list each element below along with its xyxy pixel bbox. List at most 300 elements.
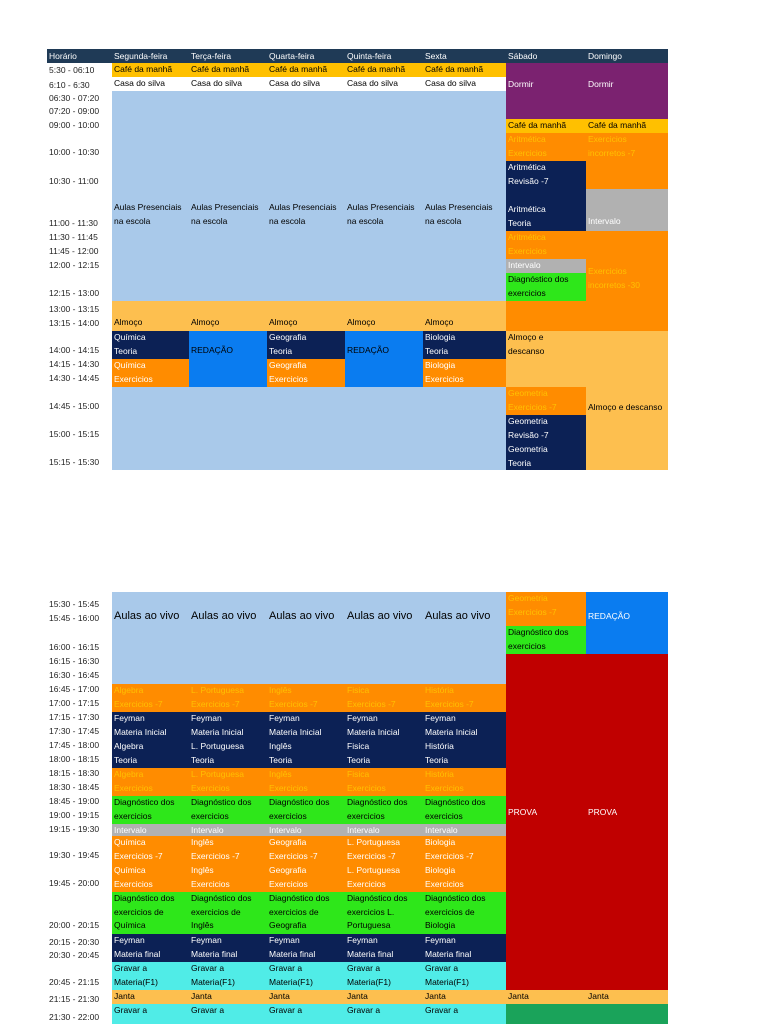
record-cell xyxy=(423,1004,506,1024)
cell-text: Gravar a xyxy=(425,963,459,973)
cell-text: Janta xyxy=(347,991,368,1001)
cell-text: exercicios de xyxy=(114,906,164,917)
cell-text: Exercicios xyxy=(425,373,464,384)
cell-text: Diagnóstico dos xyxy=(425,797,486,807)
cell-text: Exercicios -7 xyxy=(347,850,396,861)
geography-theory-cell xyxy=(267,331,345,359)
cell-text: Exercicios xyxy=(588,134,627,144)
cell-text: Casa do silva xyxy=(191,78,243,88)
cell-text: Diagnóstico dos xyxy=(347,797,408,807)
subject-exercises-cell xyxy=(189,836,267,864)
sleep-cell xyxy=(506,63,586,119)
diagnostic-cell xyxy=(423,796,506,824)
cell-text: Almoço xyxy=(347,317,376,327)
subject-theory-cell xyxy=(267,740,345,768)
cell-text: Materia(F1) xyxy=(425,976,469,987)
column-header: Sexta xyxy=(425,51,447,61)
lunch-cell xyxy=(423,301,506,331)
cell-text: Portuguesa xyxy=(347,920,391,931)
breakfast-cell xyxy=(189,63,267,77)
time-slot-label: 20:45 - 21:15 xyxy=(49,977,100,987)
arithmetic-exercises-cell xyxy=(506,231,586,259)
subject-exercises-cell xyxy=(345,684,423,712)
column-header: Sábado xyxy=(508,51,538,61)
cell-text: Geometria xyxy=(508,593,548,603)
cell-text: Exercicios xyxy=(425,878,464,889)
cell-text: Inglês xyxy=(269,769,292,779)
breakfast-cell xyxy=(112,63,189,77)
school-classes-cell xyxy=(423,91,506,301)
cell-text: Materia Inicial xyxy=(269,726,322,737)
cell-text: Diagnóstico dos xyxy=(114,797,175,807)
cell-text: Gravar a xyxy=(269,1005,303,1015)
cell-text: Biologia xyxy=(425,332,456,342)
cell-text: Geometria xyxy=(508,416,548,426)
column-header: Horário xyxy=(49,51,77,61)
cell-text: Janta xyxy=(425,991,446,1001)
live-classes-cell xyxy=(423,592,506,684)
subject-theory-cell xyxy=(112,740,189,768)
cell-text: Exercicios xyxy=(114,878,153,889)
time-slot-label: 10:00 - 10:30 xyxy=(49,147,100,157)
cell-text: Geometria xyxy=(508,444,548,454)
orange-filler xyxy=(506,301,586,331)
breakfast-cell xyxy=(345,63,423,77)
dinner-cell xyxy=(423,990,506,1004)
subject-exercises-cell xyxy=(112,864,189,892)
cell-text: Gravar a xyxy=(191,1005,225,1015)
cell-text: Exercicios xyxy=(269,878,308,889)
cell-text: Aulas ao vivo xyxy=(114,610,180,622)
time-slot-label: 06:30 - 07:20 xyxy=(49,93,100,103)
cell-text: Café da manhã xyxy=(191,64,250,74)
school-classes-cell xyxy=(345,91,423,301)
diagnostic-cell xyxy=(345,796,423,824)
cell-text: Diagnóstico dos xyxy=(425,893,486,903)
cell-text: Diagnóstico dos xyxy=(269,893,330,903)
cell-text: L. Portuguesa xyxy=(347,837,400,847)
subject-exercises-cell xyxy=(345,768,423,796)
time-slot-label: 6:10 - 6:30 xyxy=(49,80,90,90)
cell-text: Feyman xyxy=(425,713,456,723)
cell-text: REDAÇÃO xyxy=(588,611,631,621)
cell-text: Algebra xyxy=(114,685,144,695)
subject-theory-cell xyxy=(189,740,267,768)
subject-exercises-cell xyxy=(112,836,189,864)
subject-exercises-cell xyxy=(423,864,506,892)
cell-text: Fisica xyxy=(347,741,370,751)
subject-exercises-cell xyxy=(423,684,506,712)
cell-text: Exercicios -7 xyxy=(508,606,557,617)
cell-text: Exercicios xyxy=(191,878,230,889)
cell-text: exercicios de xyxy=(425,906,475,917)
cell-text: Materia final xyxy=(191,948,238,959)
cell-text: Teoria xyxy=(114,754,138,765)
cell-text: Materia(F1) xyxy=(347,976,391,987)
feyman-initial-cell xyxy=(267,712,345,740)
cell-text: Química xyxy=(114,360,146,370)
cell-text: Teoria xyxy=(269,754,293,765)
diagnostic-cell xyxy=(112,796,189,824)
subject-exercises-cell xyxy=(189,768,267,796)
cell-text: exercicios xyxy=(191,810,229,821)
casa-cell xyxy=(112,77,189,91)
cell-text: Casa do silva xyxy=(114,78,166,88)
cell-text: Exercicios xyxy=(191,782,230,793)
cell-text: Revisão -7 xyxy=(508,429,549,440)
cell-text: Feyman xyxy=(191,713,222,723)
cell-text: Aulas Presenciais xyxy=(269,202,337,212)
cell-text: Geometria xyxy=(508,388,548,398)
cell-text: na escola xyxy=(347,215,384,226)
time-slot-label: 14:30 - 14:45 xyxy=(49,373,100,383)
diagnostic-cell xyxy=(267,796,345,824)
time-slot-label: 07:20 - 09:00 xyxy=(49,106,100,116)
cell-text: Gravar a xyxy=(114,963,148,973)
cell-text: Exercicios xyxy=(508,245,547,256)
time-slot-label: 19:15 - 19:30 xyxy=(49,824,100,834)
breakfast-cell xyxy=(506,119,586,133)
cell-text: Exercicios xyxy=(347,878,386,889)
diagnostic-cell xyxy=(423,892,506,934)
cell-text: Geografia xyxy=(269,837,307,847)
cell-text: Dormir xyxy=(508,79,534,89)
cell-text: na escola xyxy=(191,215,228,226)
dinner-cell xyxy=(267,990,345,1004)
cell-text: Intervalo xyxy=(114,825,147,835)
cell-text: Teoria xyxy=(269,345,293,356)
geography-exercises-cell xyxy=(267,359,345,387)
free-block xyxy=(112,387,189,470)
chemistry-exercises-cell xyxy=(112,359,189,387)
time-slot-label: 14:45 - 15:00 xyxy=(49,401,100,411)
time-slot-label: 18:00 - 18:15 xyxy=(49,754,100,764)
breakfast-cell xyxy=(423,63,506,77)
cell-text: PROVA xyxy=(588,807,618,817)
cell-text: Almoço xyxy=(425,317,454,327)
column-header: Quinta-feira xyxy=(347,51,392,61)
time-slot-label: 14:00 - 14:15 xyxy=(49,345,100,355)
time-slot-label: 19:45 - 20:00 xyxy=(49,878,100,888)
cell-text: exercicios xyxy=(114,810,152,821)
subject-exercises-cell xyxy=(189,684,267,712)
arithmetic-review-cell xyxy=(506,161,586,189)
cell-text: Janta xyxy=(114,991,135,1001)
cell-text: Exercicios xyxy=(269,373,308,384)
cell-text: Aritmética xyxy=(508,232,546,242)
cell-text: Aulas ao vivo xyxy=(347,610,413,622)
time-slot-label: 12:15 - 13:00 xyxy=(49,288,100,298)
breakfast-cell xyxy=(586,119,668,133)
cell-text: Materia Inicial xyxy=(425,726,478,737)
cell-text: Exercicios -7 xyxy=(191,698,240,709)
cell-text: exercicios xyxy=(425,810,463,821)
cell-text: Janta xyxy=(269,991,290,1001)
geometry-exercises-cell xyxy=(506,592,586,626)
record-cell xyxy=(112,962,189,990)
cell-text: exercicios de xyxy=(191,906,241,917)
diagnostic-cell xyxy=(112,892,189,934)
cell-text: Café da manhã xyxy=(114,64,173,74)
cell-text: Aulas ao vivo xyxy=(425,610,491,622)
cell-text: PROVA xyxy=(508,807,538,817)
subject-exercises-cell xyxy=(267,768,345,796)
live-classes-cell xyxy=(345,592,423,684)
subject-exercises-cell xyxy=(112,684,189,712)
cell-text: na escola xyxy=(269,215,306,226)
feyman-initial-cell xyxy=(345,712,423,740)
break-cell xyxy=(112,824,189,836)
dinner-cell xyxy=(112,990,189,1004)
record-cell xyxy=(345,962,423,990)
cell-text: incorretos -30 xyxy=(588,279,640,290)
free-block xyxy=(267,387,345,470)
incorrect-exercises-cell xyxy=(586,133,668,189)
cell-text: L. Portuguesa xyxy=(347,865,400,875)
cell-text: Inglês xyxy=(269,741,292,751)
cell-text: REDAÇÃO xyxy=(347,345,390,355)
cell-text: Café da manhã xyxy=(588,120,647,130)
cell-text: na escola xyxy=(425,215,462,226)
cell-text: Exercicios -7 xyxy=(347,698,396,709)
diagnostic-cell xyxy=(267,892,345,934)
time-slot-label: 11:30 - 11:45 xyxy=(49,232,98,242)
cell-text: Teoria xyxy=(114,345,138,356)
cell-text: L. Portuguesa xyxy=(191,685,244,695)
cell-text: Exercicios -7 xyxy=(191,850,240,861)
cell-text: Intervalo xyxy=(347,825,380,835)
cell-text: Exercicios -7 xyxy=(114,698,163,709)
time-slot-label: 21:15 - 21:30 xyxy=(49,994,100,1004)
cell-text: Exercicios -7 xyxy=(114,850,163,861)
dinner-cell xyxy=(506,990,586,1004)
cell-text: exercicios xyxy=(508,287,546,298)
cell-text: Feyman xyxy=(114,713,145,723)
lunch-cell xyxy=(189,301,267,331)
diagnostic-cell xyxy=(506,626,586,654)
subject-exercises-cell xyxy=(189,864,267,892)
essay-cell xyxy=(586,592,668,654)
cell-text: exercicios xyxy=(347,810,385,821)
breakfast-cell xyxy=(267,63,345,77)
cell-text: Gravar a xyxy=(114,1005,148,1015)
cell-text: L. Portuguesa xyxy=(191,769,244,779)
cell-text: Diagnóstico dos xyxy=(269,797,330,807)
dinner-cell xyxy=(586,990,668,1004)
time-slot-label: 16:30 - 16:45 xyxy=(49,670,100,680)
cell-text: Café da manhã xyxy=(269,64,328,74)
break-cell xyxy=(586,189,668,231)
feyman-initial-cell xyxy=(112,712,189,740)
cell-text: Inglês xyxy=(191,837,214,847)
cell-text: Teoria xyxy=(425,754,449,765)
cell-text: Aulas Presenciais xyxy=(347,202,415,212)
cell-text: Janta xyxy=(588,991,609,1001)
arithmetic-theory-cell xyxy=(506,203,586,231)
cell-text: L. Portuguesa xyxy=(191,741,244,751)
cell-text: Teoria xyxy=(347,754,371,765)
cell-text: Aritmética xyxy=(508,162,546,172)
time-slot-label: 20:15 - 20:30 xyxy=(49,937,100,947)
break-cell xyxy=(506,259,586,273)
cell-text: Materia(F1) xyxy=(114,976,158,987)
subject-exercises-cell xyxy=(423,768,506,796)
cell-text: Biologia xyxy=(425,865,456,875)
cell-text: exercicios de xyxy=(269,906,319,917)
cell-text: Almoço e descanso xyxy=(588,402,663,412)
cell-text: Diagnóstico dos xyxy=(347,893,408,903)
record-cell xyxy=(267,1004,345,1024)
cell-text: Inglês xyxy=(191,920,214,931)
column-header: Terça-feira xyxy=(191,51,232,61)
chemistry-theory-cell xyxy=(112,331,189,359)
subject-exercises-cell xyxy=(267,684,345,712)
feyman-initial-cell xyxy=(189,712,267,740)
subject-theory-cell xyxy=(423,740,506,768)
free-block xyxy=(423,387,506,470)
time-slot-label: 12:00 - 12:15 xyxy=(49,260,100,270)
cell-text: Química xyxy=(114,332,146,342)
cell-text: Materia final xyxy=(114,948,161,959)
time-slot-label: 18:30 - 18:45 xyxy=(49,782,100,792)
time-slot-label: 11:00 - 11:30 xyxy=(49,218,98,228)
break-cell xyxy=(345,824,423,836)
cell-text: Feyman xyxy=(347,713,378,723)
cell-text: Exercicios -7 xyxy=(269,698,318,709)
cell-text: Feyman xyxy=(114,935,145,945)
cell-text: exercicios L. xyxy=(347,906,395,917)
cell-text: Almoço xyxy=(191,317,220,327)
lunch-rest-cell xyxy=(586,331,668,470)
record-cell xyxy=(345,1004,423,1024)
diagnostic-cell xyxy=(506,273,586,301)
cell-text: Exercicios xyxy=(508,147,547,158)
cell-text: História xyxy=(425,769,454,779)
cell-text: Geografia xyxy=(269,360,307,370)
time-slot-label: 17:45 - 18:00 xyxy=(49,740,100,750)
cell-text: Diagnóstico dos xyxy=(114,893,175,903)
cell-text: Geografia xyxy=(269,865,307,875)
cell-text: incorretos -7 xyxy=(588,147,636,158)
cell-text: Intervalo xyxy=(508,260,541,270)
time-slot-label: 10:30 - 11:00 xyxy=(49,176,99,186)
biology-theory-cell xyxy=(423,331,506,359)
record-cell xyxy=(189,962,267,990)
cell-text: Fisica xyxy=(347,769,370,779)
cell-text: Aulas ao vivo xyxy=(269,610,335,622)
time-slot-label: 14:15 - 14:30 xyxy=(49,359,100,369)
dinner-cell xyxy=(345,990,423,1004)
cell-text: Exercicios xyxy=(114,782,153,793)
cell-text: Intervalo xyxy=(269,825,302,835)
cell-text: Diagnóstico dos xyxy=(191,893,252,903)
column-header: Quarta-feira xyxy=(269,51,315,61)
cell-text: Materia final xyxy=(347,948,394,959)
time-slot-label: 19:30 - 19:45 xyxy=(49,850,100,860)
cell-text: Biologia xyxy=(425,837,456,847)
cell-text: Casa do silva xyxy=(425,78,477,88)
cell-text: Gravar a xyxy=(191,963,225,973)
cell-text: Almoço xyxy=(114,317,143,327)
casa-cell xyxy=(423,77,506,91)
green-filler xyxy=(586,1004,668,1024)
cell-text: Casa do silva xyxy=(269,78,321,88)
cell-text: Feyman xyxy=(425,935,456,945)
time-slot-label: 13:15 - 14:00 xyxy=(49,318,100,328)
cell-text: Materia Inicial xyxy=(347,726,400,737)
cell-text: Materia Inicial xyxy=(191,726,244,737)
green-filler xyxy=(506,1004,586,1024)
lunch-cell xyxy=(267,301,345,331)
cell-text: Exercicios xyxy=(114,373,153,384)
lunch-rest-cell xyxy=(506,331,586,387)
time-slot-label: 15:30 - 15:45 xyxy=(49,599,100,609)
live-classes-cell xyxy=(189,592,267,684)
sleep-cell xyxy=(586,63,668,119)
subject-exercises-cell xyxy=(423,836,506,864)
break-cell xyxy=(189,824,267,836)
column-header: Segunda-feira xyxy=(114,51,168,61)
cell-text: Exercicios xyxy=(269,782,308,793)
time-slot-label: 20:30 - 20:45 xyxy=(49,950,100,960)
cell-text: Gravar a xyxy=(425,1005,459,1015)
cell-text: Materia final xyxy=(269,948,316,959)
navy-filler xyxy=(506,189,586,203)
time-slot-label: 17:00 - 17:15 xyxy=(49,698,100,708)
cell-text: Café da manhã xyxy=(425,64,484,74)
feyman-initial-cell xyxy=(423,712,506,740)
cell-text: exercicios xyxy=(269,810,307,821)
record-cell xyxy=(423,962,506,990)
time-slot-label: 16:45 - 17:00 xyxy=(49,684,100,694)
cell-text: História xyxy=(425,741,454,751)
diagnostic-cell xyxy=(189,796,267,824)
cell-text: Geografia xyxy=(269,920,307,931)
cell-text: Janta xyxy=(508,991,529,1001)
cell-text: Inglês xyxy=(269,685,292,695)
cell-text: descanso xyxy=(508,345,545,356)
cell-text: Materia(F1) xyxy=(269,976,313,987)
cell-text: Aulas Presenciais xyxy=(114,202,182,212)
cell-text: Materia Inicial xyxy=(114,726,167,737)
subject-theory-cell xyxy=(345,740,423,768)
cell-text: Teoria xyxy=(425,345,449,356)
cell-text: Café da manhã xyxy=(347,64,406,74)
lunch-cell xyxy=(112,301,189,331)
feyman-final-cell xyxy=(423,934,506,962)
cell-text: Gravar a xyxy=(269,963,303,973)
cell-text: Intervalo xyxy=(191,825,224,835)
free-block xyxy=(189,387,267,470)
cell-text: Exercicios -7 xyxy=(508,401,557,412)
record-cell xyxy=(267,962,345,990)
cell-text: Janta xyxy=(191,991,212,1001)
cell-text: Aulas ao vivo xyxy=(191,610,257,622)
cell-text: Aulas Presenciais xyxy=(425,202,493,212)
cell-text: Biologia xyxy=(425,360,456,370)
cell-text: Exercicios -7 xyxy=(425,698,474,709)
cell-text: Café da manhã xyxy=(508,120,567,130)
time-slot-label: 11:45 - 12:00 xyxy=(49,246,99,256)
casa-cell xyxy=(267,77,345,91)
exam-cell xyxy=(506,654,586,990)
cell-text: Aulas Presenciais xyxy=(191,202,259,212)
incorrect-exercises-cell xyxy=(586,231,668,331)
cell-text: Almoço xyxy=(269,317,298,327)
live-classes-cell xyxy=(267,592,345,684)
break-cell xyxy=(423,824,506,836)
diagnostic-cell xyxy=(345,892,423,934)
